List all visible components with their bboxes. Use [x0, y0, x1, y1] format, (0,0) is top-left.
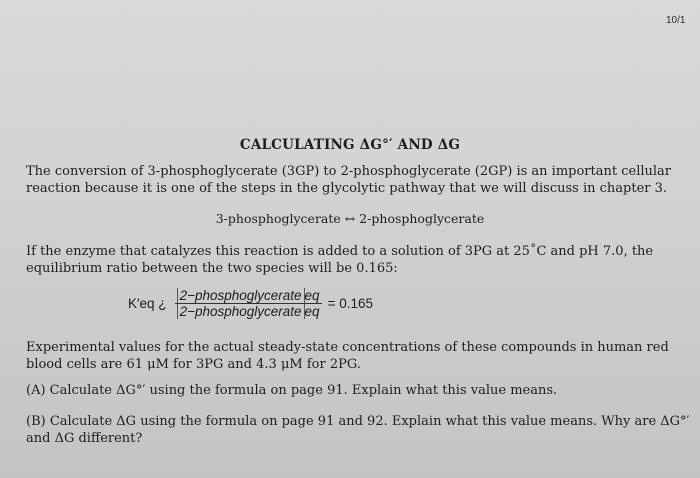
keq-value: = 0.165: [327, 296, 373, 311]
page-title: CALCULATING ΔG°′ AND ΔG: [239, 137, 461, 153]
equilibrium-paragraph: If the enzyme that catalyzes this reaction is added to a solution of 3PG at 25˚C and pH 7.0, the equilibrium ratio between the two species will be 0.165:: [26, 244, 654, 276]
question-b: (B) Calculate ΔG using the formula on page 91 and 92. Explain what this value means. Why are ΔG°′ and ΔG different?: [26, 414, 690, 446]
keq-denominator: [175, 304, 322, 319]
keq-equation: [128, 288, 373, 319]
question-a: (A) Calculate ΔG°′ using the formula on page 91. Explain what this value means.: [26, 383, 558, 398]
keq-numerator: [175, 288, 322, 304]
page-number: 10/1: [666, 15, 686, 26]
experimental-paragraph: Experimental values for the actual steady-state concentrations of these compounds in human red blood cells are 61 μM for 3PG and 4.3 μM for 2PG.: [26, 340, 669, 372]
reaction-equation: 3-phosphoglycerate ↔ 2-phosphoglycerate: [215, 211, 485, 226]
numerator-text: 2−phosphoglycerate: [177, 288, 305, 303]
keq-fraction: [175, 288, 322, 319]
intro-paragraph: The conversion of 3-phosphoglycerate (3GP) to 2-phosphoglycerate (2GP) is an important cellular reaction because it is one of the steps in the glycolytic pathway that we will discuss in chapter 3.: [26, 164, 672, 196]
numerator-sub: eq: [304, 288, 320, 303]
denominator-sub: eq: [304, 304, 320, 319]
keq-label: K′eq ¿: [128, 296, 167, 311]
denominator-text: 2−phosphoglycerate: [177, 304, 305, 319]
